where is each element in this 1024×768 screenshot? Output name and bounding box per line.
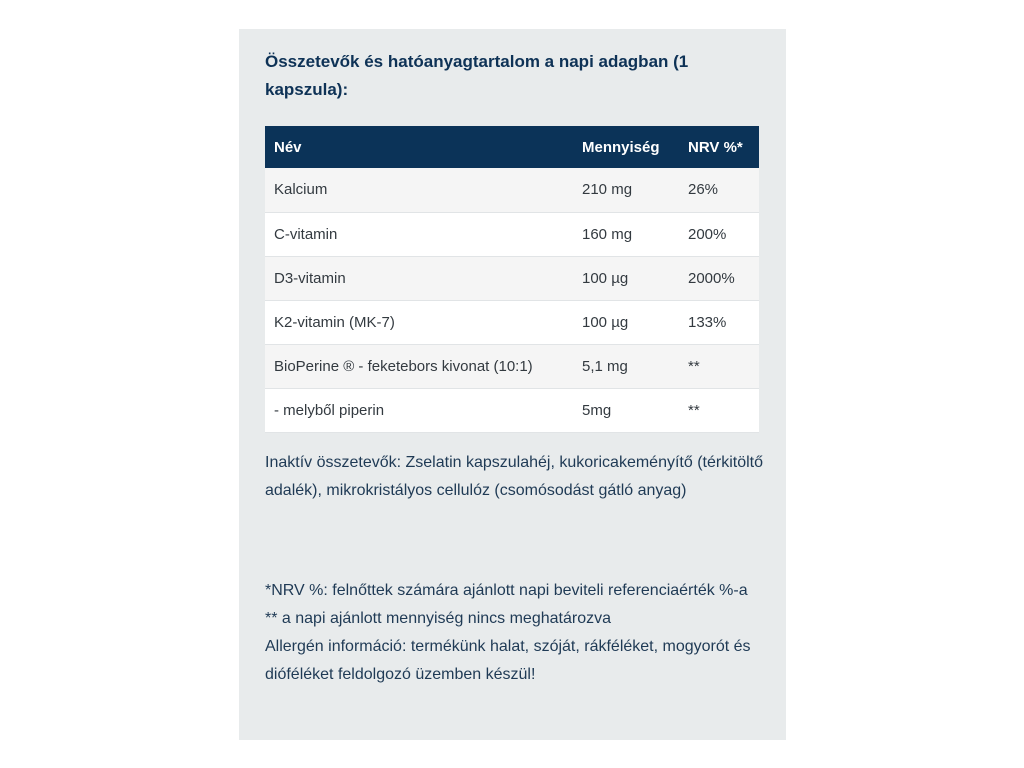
cell-name: K2-vitamin (MK-7) <box>274 313 395 331</box>
cell-nrv: 200% <box>688 225 727 243</box>
footnotes <box>265 577 765 689</box>
column-header-amount: Mennyiség <box>582 138 660 156</box>
cell-amount: 5,1 mg <box>582 357 628 375</box>
cell-nrv: ** <box>688 357 700 375</box>
cell-nrv: 26% <box>688 181 719 199</box>
column-header-name: Név <box>274 138 302 156</box>
table-header-row <box>265 126 759 168</box>
table-row <box>265 168 759 212</box>
cell-amount: 100 µg <box>582 269 629 287</box>
table-row <box>265 388 759 432</box>
table-row <box>265 300 759 344</box>
column-header-nrv: NRV %* <box>688 138 743 156</box>
inactive-ingredients-text: Inaktív összetevők: Zselatin kapszulahéj, kukoricakeményítő (térkitöltő adalék), mikrokristályos cellulóz (csomósodást gátló anyag) <box>265 454 763 499</box>
cell-amount: 5mg <box>582 401 612 419</box>
table-row <box>265 256 759 300</box>
cell-amount: 160 mg <box>582 225 633 243</box>
cell-name: C-vitamin <box>274 225 338 243</box>
ingredients-table <box>265 126 759 433</box>
nrv-footnote: *NRV %: felnőttek számára ajánlott napi beviteli referenciaérték %-a <box>265 582 748 599</box>
table-row <box>265 344 759 388</box>
cell-amount: 100 µg <box>582 313 629 331</box>
cell-amount: 210 mg <box>582 181 633 199</box>
cell-nrv: 2000% <box>688 269 735 287</box>
undefined-amount-footnote: ** a napi ajánlott mennyiség nincs meghatározva <box>265 610 611 627</box>
cell-name: D3-vitamin <box>274 269 346 287</box>
cell-nrv: ** <box>688 401 700 419</box>
cell-name: - melyből piperin <box>274 401 385 419</box>
allergen-footnote: Allergén információ: termékünk halat, szóját, rákféléket, mogyorót és dióféléket feldolgozó üzemben készül! <box>265 638 751 683</box>
cell-nrv: 133% <box>688 313 727 331</box>
table-row <box>265 212 759 256</box>
ingredients-heading: Összetevők és hatóanyagtartalom a napi adagban (1 kapszula): <box>265 52 689 99</box>
cell-name: BioPerine ® - feketebors kivonat (10:1) <box>274 357 533 375</box>
ingredients-panel <box>239 29 786 740</box>
cell-name: Kalcium <box>274 181 328 199</box>
